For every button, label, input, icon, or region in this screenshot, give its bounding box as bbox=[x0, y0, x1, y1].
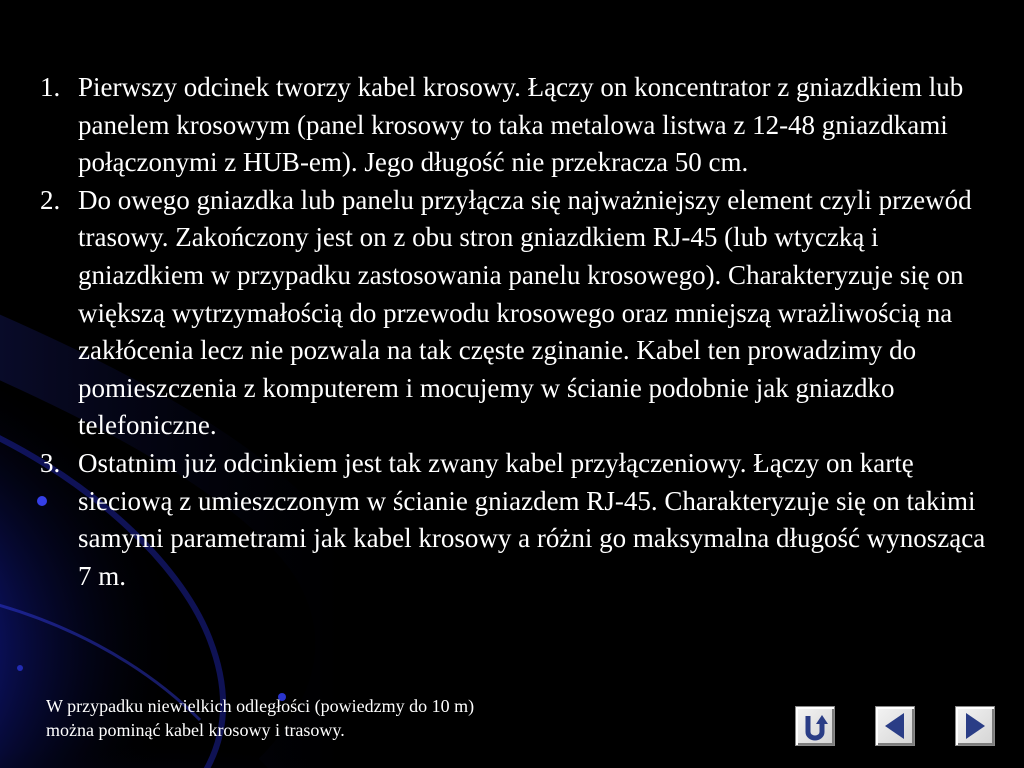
list-item bbox=[36, 445, 986, 595]
footnote-line: W przypadku niewielkich odległości (powiedzmy do 10 m) bbox=[46, 696, 475, 716]
next-slide-button[interactable] bbox=[955, 706, 995, 746]
slide-content bbox=[36, 69, 986, 595]
footnote bbox=[46, 694, 646, 742]
next-arrow-icon bbox=[956, 707, 994, 745]
numbered-list bbox=[36, 69, 986, 595]
list-item-number: 1. bbox=[40, 72, 61, 102]
list-item-text: Pierwszy odcinek tworzy kabel krosowy. Łączy on koncentrator z gniazdkiem lub panelem krosowym (panel krosowy to taka metalowa listwa z 12-48 gniazdkami połączonymi z HUB-em). Jego długość nie przekracza 50 cm. bbox=[78, 72, 964, 178]
list-item-number: 3. bbox=[40, 447, 61, 478]
list-item bbox=[36, 182, 986, 445]
list-item-text: Do owego gniazdka lub panelu przyłącza się najważniejszy element czyli przewód trasowy. Zakończony jest on z obu stron gniazdkiem RJ-45 (lub wtyczką i gniazdkiem w przypadku zastosowania panelu krosowego). Charakteryzuje się on większą wytrzymałością do przewodu krosowego oraz mniejszą wrażliwością na zakłócenia lecz nie pozwala na tak częste zginanie. Kabel ten prowadzimy do pomieszczenia z komputerem i mocujemy w ścianie podobnie jak gniazdko telefoniczne. bbox=[78, 184, 972, 441]
footnote-line: można pominąć kabel krosowy i trasowy. bbox=[46, 720, 345, 740]
return-arrow-icon bbox=[796, 707, 834, 745]
list-item bbox=[36, 69, 986, 182]
list-item-text: Ostatnim już odcinkiem jest tak zwany kabel przyłączeniowy. Łączy on kartę sieciową z umieszczonym w ścianie gniazdem RJ-45. Charakteryzuje się on takimi samymi parametrami jak kabel krosowy a różni go maksymalna długość wynosząca 7 m. bbox=[78, 447, 986, 591]
previous-arrow-icon bbox=[876, 707, 914, 745]
return-button[interactable] bbox=[795, 706, 835, 746]
list-item-number: 2. bbox=[40, 184, 61, 215]
previous-slide-button[interactable] bbox=[875, 706, 915, 746]
